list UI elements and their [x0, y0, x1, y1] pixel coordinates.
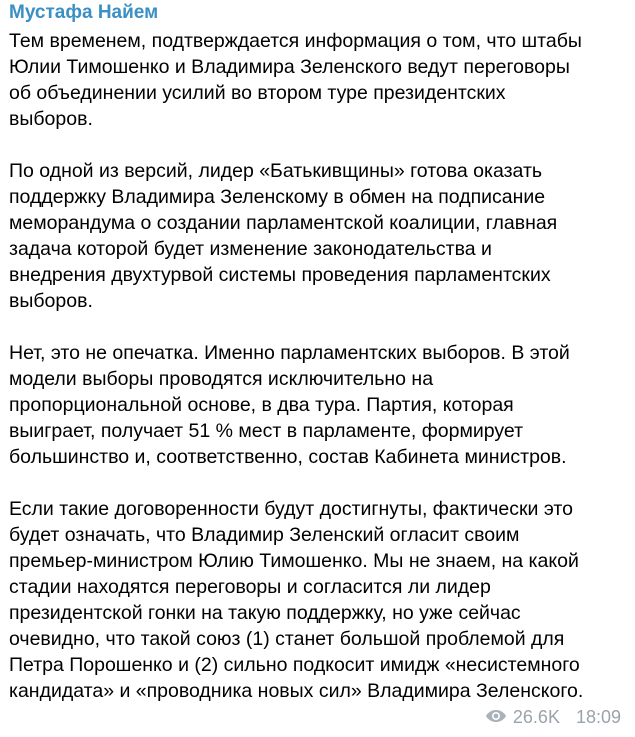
text-line: кандидата» и «проводника новых сил» Владимира Зеленского.: [9, 680, 584, 702]
text-line: Тем временем, подтверждается информация о том, что штабы: [9, 30, 582, 52]
message-text: [9, 28, 629, 730]
eye-icon: [485, 707, 513, 728]
text-line: Нет, это не опечатка. Именно парламентских выборов. В этой: [9, 342, 570, 364]
text-line: поддержку Владимира Зеленскому в обмен на подписание: [9, 186, 546, 208]
text-line: По одной из версий, лидер «Батькивщины» готова оказать: [9, 160, 543, 182]
text-line: большинство и, соответственно, состав Кабинета министров.: [9, 446, 567, 468]
text-line: премьер-министром Юлию Тимошенко. Мы не знаем, на какой: [9, 550, 579, 572]
paragraph-2: [9, 158, 629, 314]
paragraph-4: [9, 496, 629, 704]
message-meta: [485, 706, 621, 728]
text-line: модели выборы проводятся исключительно на: [9, 368, 434, 390]
text-line: выборов.: [9, 290, 93, 312]
text-line: стадии находятся переговоры и согласится ли лидер: [9, 576, 491, 598]
text-line: пропорциональной основе, в два тура. Партия, которая: [9, 394, 514, 416]
paragraph-3: [9, 340, 629, 470]
text-line: задача которой будет изменение законодательства и: [9, 238, 492, 260]
text-line: Юлии Тимошенко и Владимира Зеленского ведут переговоры: [9, 56, 570, 78]
text-line: президентской гонки на такую поддержку, но уже сейчас: [9, 602, 521, 624]
message-author[interactable]: Мустафа Найем: [9, 2, 159, 23]
text-line: выборов.: [9, 108, 93, 130]
message-time: 18:09: [575, 706, 621, 727]
text-line: очевидно, что такой союз (1) станет большой проблемой для: [9, 628, 565, 650]
text-line: меморандума о создании парламентской коалиции, главная: [9, 212, 558, 234]
text-line: будет означать, что Владимир Зеленский огласит своим: [9, 524, 520, 546]
view-count: 26.6K: [512, 706, 560, 727]
paragraph-1: [9, 28, 629, 132]
text-line: Если такие договоренности будут достигнуты, фактически это: [9, 498, 573, 520]
text-line: выиграет, получает 51 % мест в парламенте, формирует: [9, 420, 524, 442]
text-line: Петра Порошенко и (2) сильно подкосит имидж «несистемного: [9, 654, 580, 676]
text-line: об объединении усилий во втором туре президентских: [9, 82, 506, 104]
text-line: внедрения двухтурвой системы проведения парламентских: [9, 264, 551, 286]
